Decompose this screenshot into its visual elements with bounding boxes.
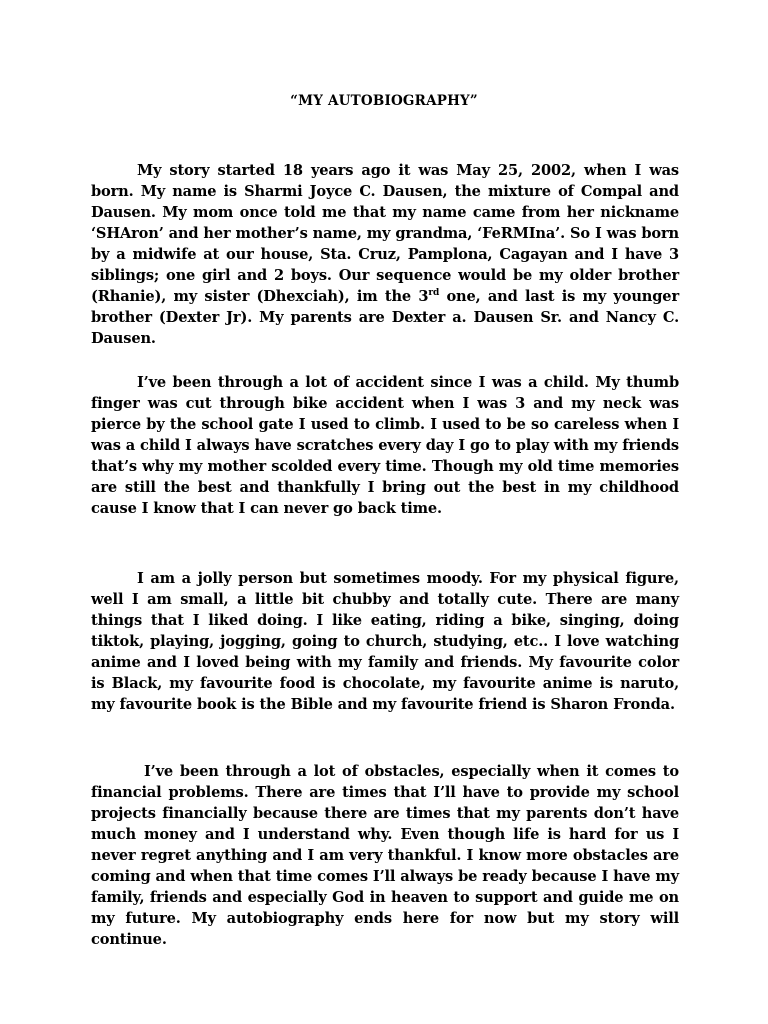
- paragraph-text-part: My story started 18 years ago it was May 25, 2002, when I was born. My name is Sharmi Joyce C. Dausen, the mixture of Compal and Dausen. My mom once told me that my name came from her nickname ‘SHAron’ and her mother’s name, my grandma, ‘FeRMIna’. So I was born by a midwife at our house, Sta. Cruz, Pamplona, Cagayan and I have 3 siblings; one girl and 2 boys. Our sequence would be my older brother (Rhanie), my sister (Dhexciah), im the 3: [91, 162, 679, 305]
- paragraph-obstacles: I’ve been through a lot of obstacles, especially when it comes to financial problems. There are times that I’ll have to provide my school projects financially because there are times that my parents don’t have much money and I understand why. Even though life is hard for us I never regret anything and I am very thankful. I know more obstacles are coming and when that time comes I’ll always be ready because I have my family, friends and especially God in heaven to support and guide me on my future. My autobiography ends here for now but my story will continue.: [91, 763, 679, 948]
- paragraph-birth-and-family: [91, 160, 679, 349]
- paragraph-text-part: one, and last is my younger brother (Dexter Jr). My parents are Dexter a. Dausen Sr. and Nancy C. Dausen.: [91, 288, 679, 347]
- paragraph-accidents: I’ve been through a lot of accident since I was a child. My thumb finger was cut through bike accident when I was 3 and my neck was pierce by the school gate I used to climb. I used to be so careless when I was a child I always have scratches every day I go to play with my friends that’s why my mother scolded every time. Though my old time memories are still the best and thankfully I bring out the best in my childhood cause I know that I can never go back time.: [91, 374, 679, 517]
- paragraph-personality: I am a jolly person but sometimes moody. For my physical figure, well I am small, a little bit chubby and totally cute. There are many things that I liked doing. I like eating, riding a bike, singing, doing tiktok, playing, jogging, going to church, studying, etc.. I love watching anime and I loved being with my family and friends. My favourite color is Black, my favourite food is chocolate, my favourite anime is naruto, my favourite book is the Bible and my favourite friend is Sharon Fronda.: [91, 570, 679, 713]
- document-title: “MY AUTOBIOGRAPHY”: [290, 93, 478, 109]
- ordinal-suffix: rd: [428, 288, 440, 299]
